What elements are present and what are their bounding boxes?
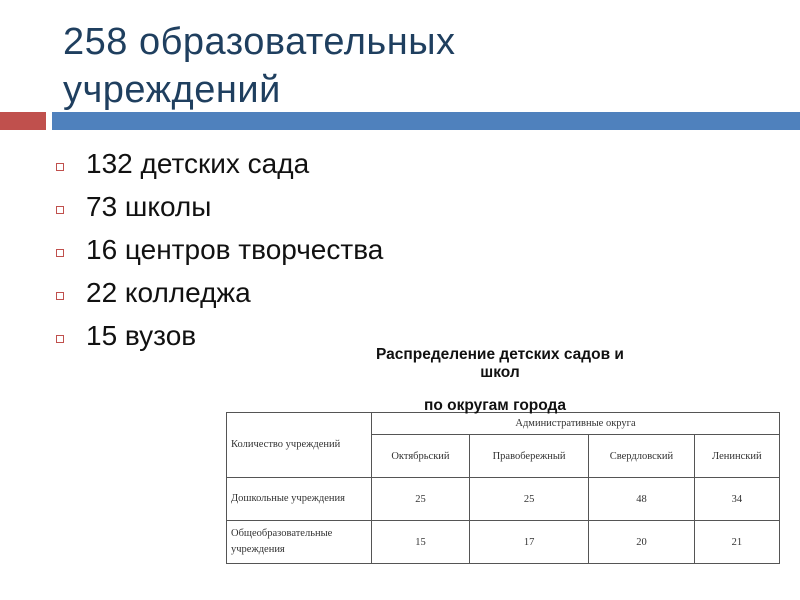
- title-rule-red: [0, 112, 46, 130]
- table-cell: 15: [372, 521, 470, 564]
- title-line-2: учреждений: [63, 69, 281, 111]
- table-cell: 17: [469, 521, 588, 564]
- table-caption-line-3: по округам города: [423, 397, 566, 414]
- column-header: Ленинский: [694, 435, 779, 478]
- table-cell: 21: [694, 521, 779, 564]
- table-cell: 25: [372, 478, 470, 521]
- square-bullet-icon: [56, 206, 64, 214]
- group-header: Административные округа: [372, 413, 780, 435]
- row-label: Общеобразовательные учреждения: [227, 521, 372, 564]
- table-header-row: [227, 413, 780, 435]
- bullet-text: 132 детских сада: [86, 147, 310, 179]
- bullet-text: 73 школы: [86, 190, 212, 222]
- bullet-list: [56, 142, 383, 357]
- bullet-text: 22 колледжа: [86, 276, 251, 308]
- title-line-1: 258 образовательных: [63, 21, 456, 63]
- slide-title: [63, 18, 763, 114]
- table-cell: 20: [589, 521, 694, 564]
- column-header: Правобережный: [469, 435, 588, 478]
- table-row: [227, 478, 780, 521]
- caption-line-2: школ: [480, 364, 520, 381]
- bullet-text: 16 центров творчества: [86, 233, 384, 265]
- square-bullet-icon: [56, 249, 64, 257]
- column-header: Октябрьский: [372, 435, 470, 478]
- list-item: [56, 271, 383, 314]
- corner-header: Количество учреждений: [227, 413, 372, 478]
- list-item: [56, 185, 383, 228]
- table-cell: 48: [589, 478, 694, 521]
- table-row: [227, 521, 780, 564]
- square-bullet-icon: [56, 163, 64, 171]
- table-cell: 25: [469, 478, 588, 521]
- table-cell: 34: [694, 478, 779, 521]
- list-item: [56, 142, 383, 185]
- square-bullet-icon: [56, 335, 64, 343]
- square-bullet-icon: [56, 292, 64, 300]
- distribution-table: [226, 412, 780, 564]
- bullet-text: 15 вузов: [86, 319, 197, 351]
- table-caption: [330, 346, 670, 382]
- caption-line-1: Распределение детских садов и: [376, 346, 624, 363]
- column-header: Свердловский: [589, 435, 694, 478]
- title-rule-blue: [52, 112, 800, 130]
- row-label: Дошкольные учреждения: [227, 478, 372, 521]
- list-item: [56, 228, 383, 271]
